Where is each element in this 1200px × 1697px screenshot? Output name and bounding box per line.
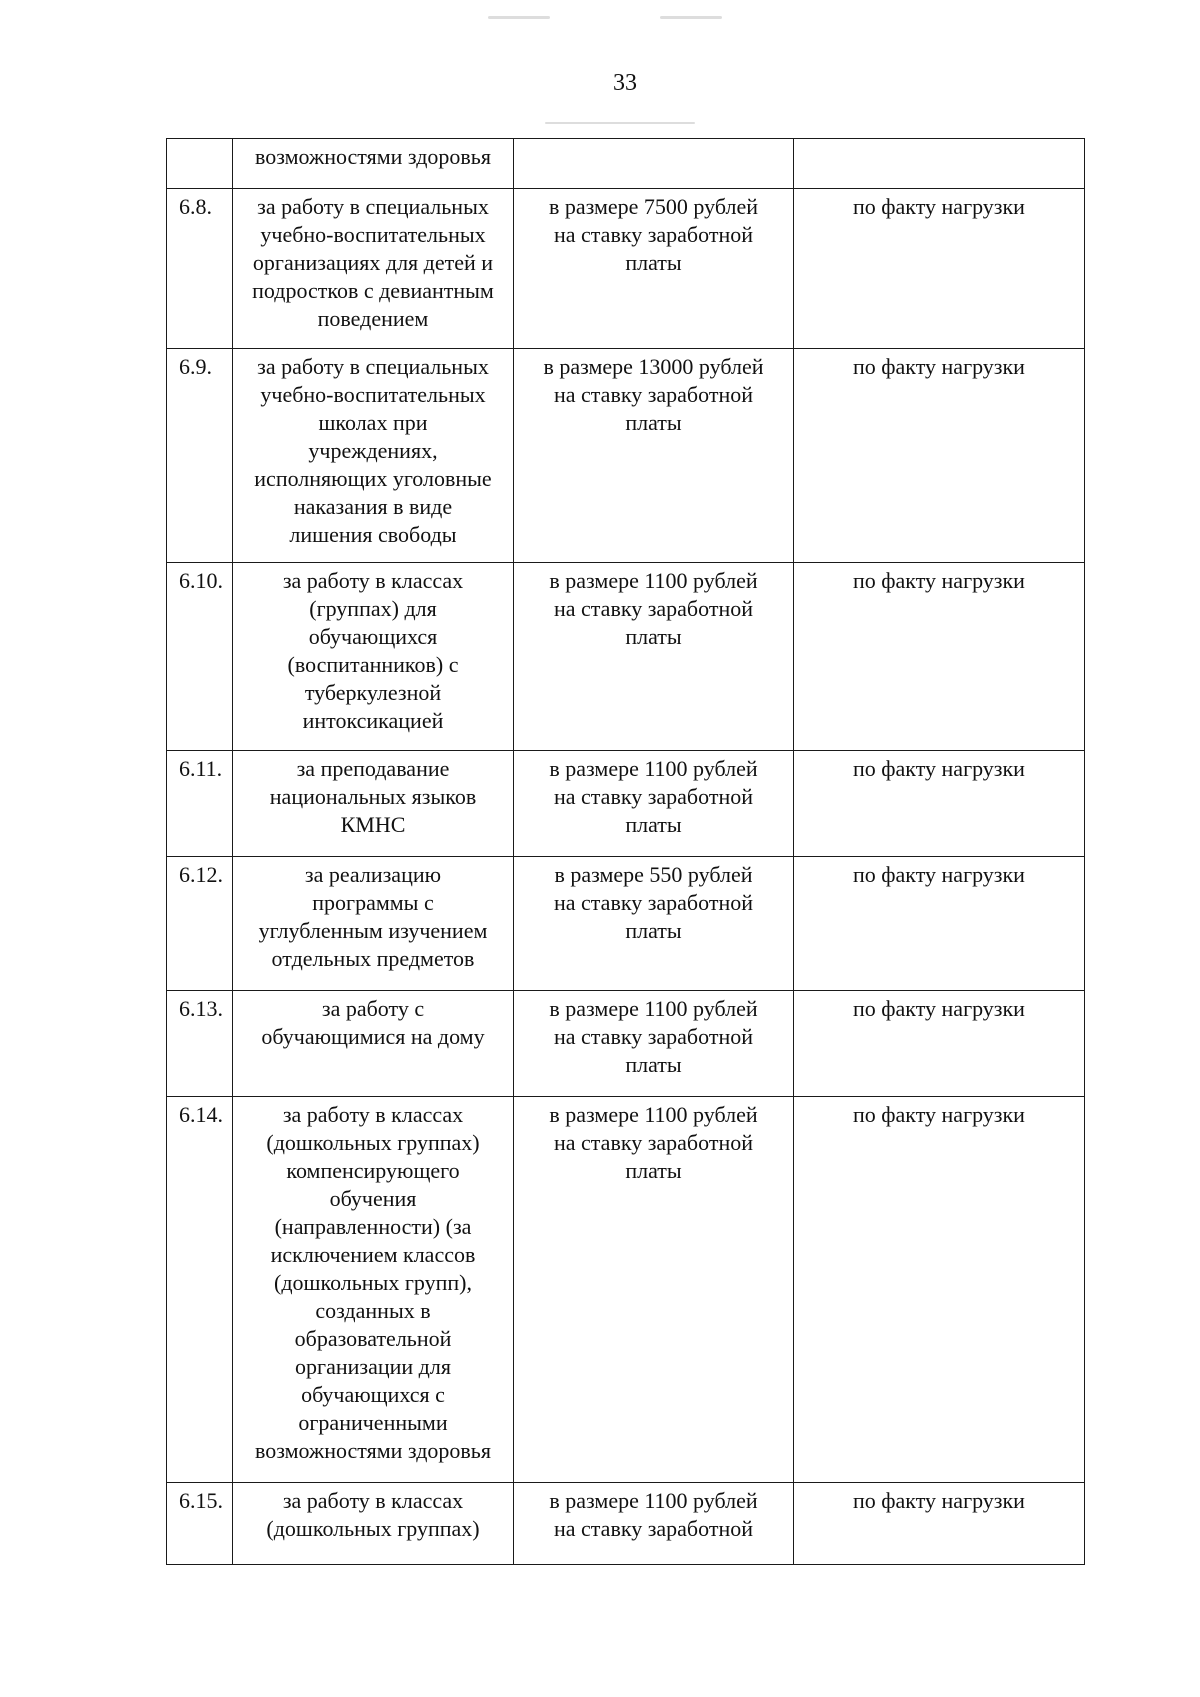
row-basis: по факту нагрузки [794,1483,1085,1565]
row-number: 6.9. [167,349,233,563]
row-description: за работу с обучающимися на дому [233,991,514,1097]
row-number: 6.8. [167,189,233,349]
row-amount: в размере 1100 рублей на ставку заработной платы [514,1097,794,1483]
table-row [167,563,1085,751]
row-number: 6.13. [167,991,233,1097]
table-row [167,189,1085,349]
row-description: за работу в классах (группах) для обучающихся (воспитанников) с туберкулезной интоксикацией [233,563,514,751]
table-row [167,349,1085,563]
row-basis: по факту нагрузки [794,857,1085,991]
row-amount: в размере 1100 рублей на ставку заработной платы [514,751,794,857]
row-amount: в размере 7500 рублей на ставку заработной платы [514,189,794,349]
row-number-cell [167,139,233,189]
row-amount [514,139,794,189]
page-number: 33 [613,70,637,96]
row-description: за преподавание национальных языков КМНС [233,751,514,857]
row-number: 6.14. [167,1097,233,1483]
row-basis: по факту нагрузки [794,751,1085,857]
row-number: 6.11. [167,751,233,857]
row-description: за работу в специальных учебно-воспитательных школах при учреждениях, исполняющих уголовные наказания в виде лишения свободы [233,349,514,563]
row-amount: в размере 13000 рублей на ставку заработной платы [514,349,794,563]
scan-smudge [660,16,722,19]
row-amount: в размере 1100 рублей на ставку заработной [514,1483,794,1565]
table-row [167,751,1085,857]
table-row-continuation [167,139,1085,189]
row-description: за работу в специальных учебно-воспитательных организациях для детей и подростков с девиантным поведением [233,189,514,349]
table-row [167,857,1085,991]
row-basis: по факту нагрузки [794,189,1085,349]
scan-smudge [545,122,695,124]
table-row [167,991,1085,1097]
row-description: за работу в классах (дошкольных группах) компенсирующего обучения (направленности) (за исключением классов (дошкольных групп), созданных в образовательной организации для обучающихся с ограниченными возможностями здоровья [233,1097,514,1483]
row-description: за реализацию программы с углубленным изучением отдельных предметов [233,857,514,991]
row-number: 6.15. [167,1483,233,1565]
row-basis [794,139,1085,189]
row-description: возможностями здоровья [233,139,514,189]
row-basis: по факту нагрузки [794,349,1085,563]
row-number: 6.12. [167,857,233,991]
row-basis: по факту нагрузки [794,991,1085,1097]
row-amount: в размере 1100 рублей на ставку заработной платы [514,563,794,751]
row-amount: в размере 1100 рублей на ставку заработной платы [514,991,794,1097]
row-number: 6.10. [167,563,233,751]
scan-smudge [488,16,550,19]
row-description: за работу в классах (дошкольных группах) [233,1483,514,1565]
table-row [167,1483,1085,1565]
row-amount: в размере 550 рублей на ставку заработной платы [514,857,794,991]
row-basis: по факту нагрузки [794,1097,1085,1483]
allowance-table [166,138,1085,1565]
table-row [167,1097,1085,1483]
row-basis: по факту нагрузки [794,563,1085,751]
